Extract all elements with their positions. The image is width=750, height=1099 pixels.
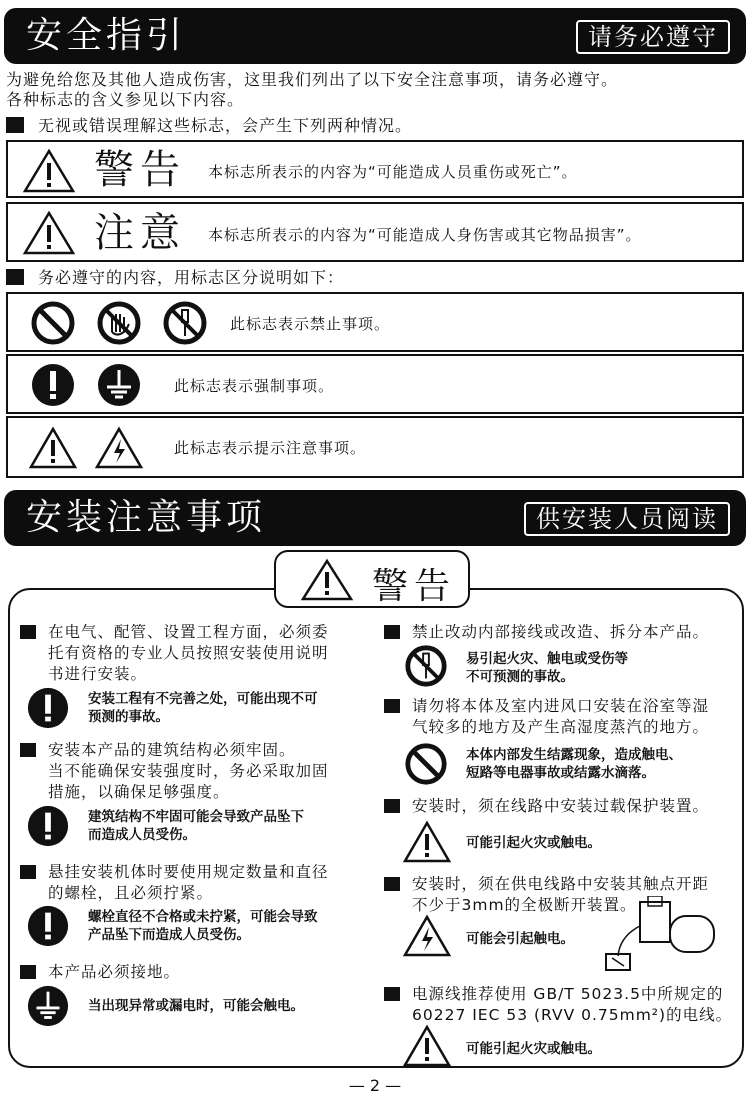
right-item-5 (384, 984, 732, 1026)
item-text: 的螺栓，且必须拧紧。 (48, 884, 214, 902)
page-number: — 2 — (348, 1076, 402, 1095)
left-item-1 (20, 622, 329, 685)
square-bullet-icon (384, 699, 400, 713)
bullet-2 (6, 268, 344, 288)
square-bullet-icon (384, 625, 400, 639)
caution-triangle-icon (22, 210, 76, 256)
note-text: 预测的事故。 (88, 709, 169, 725)
intro-line-2: 各种标志的含义参见以下内容。 (6, 90, 245, 109)
note-text: 产品坠下而造成人员受伤。 (88, 927, 250, 943)
item-text: 书进行安装。 (48, 665, 148, 683)
square-bullet-icon (384, 987, 400, 1001)
panel-warning-title: 警告 (372, 566, 457, 607)
attention-triangle-icon (28, 426, 78, 470)
mandatory-exclamation-icon (26, 804, 70, 848)
section-tag: 请务必遵守 (576, 20, 730, 54)
right-item-3 (384, 796, 709, 817)
attention-triangle-icon (402, 820, 452, 864)
caution-box (6, 202, 744, 262)
no-disassembly-icon (404, 644, 448, 688)
mandatory-exclamation-icon (30, 362, 76, 408)
item-text: 气较多的地方及产生高湿度蒸汽的地方。 (412, 718, 710, 736)
electric-shock-icon (402, 914, 452, 958)
section-title: 安装注意事项 (26, 497, 267, 538)
warning-title: 警告 (94, 147, 186, 193)
right-note-3 (466, 834, 601, 852)
item-text: 在电气、配管、设置工程方面，必须委 (48, 623, 329, 641)
item-text: 禁止改动内部接线或改造、拆分本产品。 (412, 623, 710, 641)
item-text: 不少于3mm的全极断开装置。 (412, 896, 637, 914)
item-text: 60227 IEC 53 (RVV 0.75mm²)的电线。 (412, 1006, 733, 1024)
left-note-2 (88, 808, 304, 844)
square-bullet-icon (20, 743, 36, 757)
bullet-text: 务必遵守的内容，用标志区分说明如下： (38, 268, 345, 287)
left-item-4 (20, 962, 180, 983)
section-header-install (4, 490, 746, 546)
square-bullet-icon (6, 269, 24, 285)
item-text: 请勿将本体及室内进风口安装在浴室等湿 (412, 697, 710, 715)
ground-icon (96, 362, 142, 408)
no-touch-icon (96, 300, 142, 346)
left-note-3 (88, 908, 318, 944)
note-text: 安装工程有不完善之处，可能出现不可 (88, 691, 318, 707)
note-text: 可能会引起触电。 (466, 931, 574, 947)
electric-shock-icon (94, 426, 144, 470)
left-item-2 (20, 740, 329, 803)
warning-box (6, 140, 744, 198)
notice-text: 此标志表示提示注意事项。 (174, 439, 367, 457)
item-text: 安装时，须在线路中安装过载保护装置。 (412, 797, 710, 815)
left-note-1 (88, 690, 318, 726)
mandatory-exclamation-icon (26, 904, 70, 948)
right-item-1 (384, 622, 709, 643)
note-text: 易引起火灾、触电或受伤等 (466, 651, 628, 667)
square-bullet-icon (20, 865, 36, 879)
right-note-5 (466, 1040, 601, 1058)
prohibit-icon (30, 300, 76, 346)
right-item-2 (384, 696, 709, 738)
item-text: 电源线推荐使用 GB/T 5023.5中所规定的 (412, 985, 724, 1003)
attention-triangle-icon (402, 1024, 452, 1068)
item-text: 安装时，须在供电线路中安装其触点开距 (412, 875, 710, 893)
caution-text: 本标志所表示的内容为“可能造成人身伤害或其它物品损害”。 (208, 226, 642, 244)
square-bullet-icon (6, 117, 24, 133)
panel-warning-header (274, 550, 470, 608)
breaker-switch-illustration-icon (600, 896, 718, 976)
caution-title: 注意 (94, 210, 186, 256)
prohibit-text: 此标志表示禁止事项。 (230, 315, 391, 333)
item-text: 安装本产品的建筑结构必须牢固。 (48, 741, 296, 759)
bullet-text: 无视或错误理解这些标志，会产生下列两种情况。 (38, 116, 413, 135)
note-text: 螺栓直径不合格或未拧紧，可能会导致 (88, 909, 318, 925)
note-text: 可能引起火灾或触电。 (466, 1041, 601, 1057)
notice-sign-box (6, 416, 744, 478)
warning-triangle-icon (22, 148, 76, 194)
square-bullet-icon (384, 877, 400, 891)
mandatory-exclamation-icon (26, 686, 70, 730)
note-text: 而造成人员受伤。 (88, 827, 196, 843)
note-text: 不可预测的事故。 (466, 669, 574, 685)
section-title: 安全指引 (26, 15, 187, 56)
item-text: 托有资格的专业人员按照安装使用说明 (48, 644, 329, 662)
item-text: 悬挂安装机体时要使用规定数量和直径 (48, 863, 329, 881)
note-text: 当出现异常或漏电时，可能会触电。 (88, 998, 304, 1014)
note-text: 短路等电器事故或结露水滴落。 (466, 765, 655, 781)
note-text: 本体内部发生结露现象，造成触电、 (466, 747, 682, 763)
item-text: 本产品必须接地。 (48, 963, 181, 981)
item-text: 措施，以确保足够强度。 (48, 783, 230, 801)
prohibit-icon (404, 742, 448, 786)
section-tag: 供安装人员阅读 (524, 502, 730, 536)
note-text: 可能引起火灾或触电。 (466, 835, 601, 851)
square-bullet-icon (20, 965, 36, 979)
right-note-2 (466, 746, 682, 782)
square-bullet-icon (20, 625, 36, 639)
section-header-safety (4, 8, 746, 64)
right-note-1 (466, 650, 628, 686)
prohibit-sign-box (6, 292, 744, 352)
no-disassembly-icon (162, 300, 208, 346)
warning-text: 本标志所表示的内容为“可能造成人员重伤或死亡”。 (208, 163, 578, 181)
warning-triangle-icon (300, 558, 354, 602)
item-text: 当不能确保安装强度时，务必采取加固 (48, 762, 329, 780)
mandatory-text: 此标志表示强制事项。 (174, 377, 335, 395)
right-note-4 (466, 930, 574, 948)
left-note-4 (88, 997, 304, 1015)
left-item-3 (20, 862, 329, 904)
mandatory-sign-box (6, 354, 744, 414)
note-text: 建筑结构不牢固可能会导致产品坠下 (88, 809, 304, 825)
bullet-1 (6, 116, 412, 136)
square-bullet-icon (384, 799, 400, 813)
intro-line-1: 为避免给您及其他人造成伤害，这里我们列出了以下安全注意事项，请务必遵守。 (6, 70, 619, 89)
ground-icon (26, 984, 70, 1028)
